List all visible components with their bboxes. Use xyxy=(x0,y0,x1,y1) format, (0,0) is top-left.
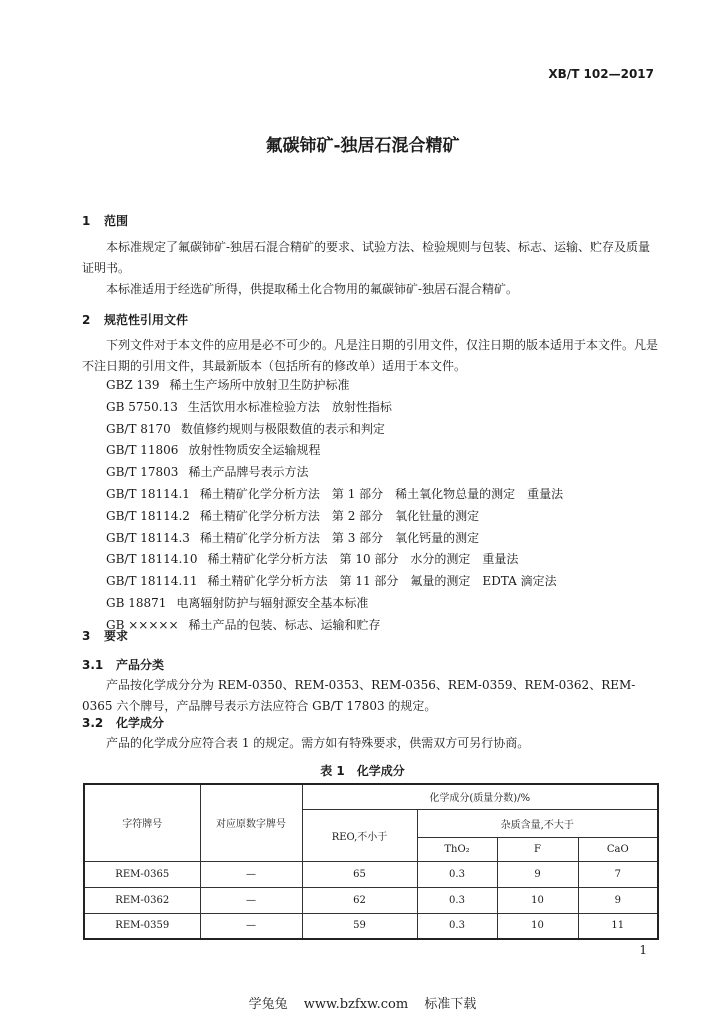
header-f: F xyxy=(497,837,578,861)
paragraph: 本标准规定了氟碳铈矿-独居石混合精矿的要求、试验方法、检验规则与包装、标志、运输、贮存及质量证明书。 xyxy=(82,240,651,275)
cell-reo: 65 xyxy=(302,861,417,887)
reference-item xyxy=(106,528,563,550)
cell-tho2: 0.3 xyxy=(417,913,497,939)
cell-grade: REM-0365 xyxy=(84,861,200,887)
reference-title: 稀土精矿化学分析方法 第 1 部分 稀土氧化物总量的测定 重量法 xyxy=(199,486,564,501)
subsection-3-1-heading xyxy=(82,656,164,673)
cell-numeric: — xyxy=(200,861,302,887)
reference-code: GB/T 11806 xyxy=(106,443,179,458)
reference-code: GB/T 18114.10 xyxy=(106,552,198,567)
reference-item xyxy=(106,571,563,593)
reference-code: GB ××××× xyxy=(106,617,179,632)
reference-code: GB 5750.13 xyxy=(106,399,178,414)
reference-title: 稀土精矿化学分析方法 第 10 部分 水分的测定 重量法 xyxy=(207,552,519,567)
reference-code: GB/T 18114.11 xyxy=(106,574,198,589)
reference-title: 放射性物质安全运输规程 xyxy=(188,443,321,458)
footer-url[interactable]: www.bzfxw.com xyxy=(303,997,409,1012)
section-2-body xyxy=(82,335,658,377)
header-impurity: 杂质含量,不大于 xyxy=(417,809,658,837)
section-number: 1 xyxy=(82,214,91,228)
cell-numeric: — xyxy=(200,887,302,913)
cell-cao: 9 xyxy=(578,887,658,913)
reference-item xyxy=(106,615,563,637)
footer-site-name: 学兔兔 xyxy=(248,997,288,1012)
subsection-3-2-body xyxy=(82,733,658,754)
page-number: 1 xyxy=(639,943,647,957)
cell-f: 10 xyxy=(497,887,578,913)
reference-item xyxy=(106,462,563,484)
cell-reo: 62 xyxy=(302,887,417,913)
reference-code: GB/T 18114.1 xyxy=(106,486,190,501)
reference-title: 稀土生产场所中放射卫生防护标准 xyxy=(169,378,350,392)
cell-grade: REM-0359 xyxy=(84,913,200,939)
reference-title: 稀土产品牌号表示方法 xyxy=(188,465,309,480)
reference-title: 生活饮用水标准检验方法 放射性指标 xyxy=(187,399,392,414)
table-row xyxy=(84,913,658,939)
reference-item xyxy=(106,484,563,506)
cell-cao: 11 xyxy=(578,913,658,939)
document-title: 氟碳铈矿-独居石混合精矿 xyxy=(265,136,460,156)
subsection-title: 产品分类 xyxy=(116,658,165,672)
section-1-body xyxy=(82,237,658,300)
section-title: 要求 xyxy=(104,629,129,643)
paragraph: 产品的化学成分应符合表 1 的规定。需方如有特殊要求，供需双方可另行协商。 xyxy=(106,736,530,750)
section-title: 范围 xyxy=(104,214,129,228)
section-number: 2 xyxy=(82,313,91,327)
header-reo: REO,不小于 xyxy=(302,809,417,861)
reference-code: GB 18871 xyxy=(106,595,167,610)
subsection-number: 3.2 xyxy=(82,716,104,730)
reference-item xyxy=(106,593,563,615)
reference-item xyxy=(106,419,563,441)
section-3-heading xyxy=(82,627,128,644)
reference-title: 稀土精矿化学分析方法 第 11 部分 氟量的测定 EDTA 滴定法 xyxy=(207,574,557,589)
paragraph: 下列文件对于本文件的应用是必不可少的。凡是注日期的引用文件，仅注日期的版本适用于本文件。凡是不注日期的引用文件，其最新版本（包括所有的修改单）适用于本文件。 xyxy=(82,338,659,373)
subsection-3-2-heading xyxy=(82,714,164,731)
reference-code: GB/T 18114.2 xyxy=(106,508,190,523)
header-cao: CaO xyxy=(578,837,658,861)
cell-tho2: 0.3 xyxy=(417,861,497,887)
cell-reo: 59 xyxy=(302,913,417,939)
reference-title: 稀土精矿化学分析方法 第 2 部分 氧化钍量的测定 xyxy=(199,508,480,523)
standard-code: XB/T 102—2017 xyxy=(548,67,654,81)
cell-numeric: — xyxy=(200,913,302,939)
reference-list xyxy=(106,375,563,637)
reference-title: 稀土精矿化学分析方法 第 3 部分 氧化钙量的测定 xyxy=(199,530,480,545)
header-tho2: ThO₂ xyxy=(417,837,497,861)
cell-f: 9 xyxy=(497,861,578,887)
cell-cao: 7 xyxy=(578,861,658,887)
watermark-footer xyxy=(0,993,725,1012)
section-1-heading xyxy=(82,212,128,229)
reference-title: 数值修约规则与极限数值的表示和判定 xyxy=(180,421,385,436)
cell-grade: REM-0362 xyxy=(84,887,200,913)
table-caption: 表 1 化学成分 xyxy=(320,764,405,778)
reference-item xyxy=(106,397,563,419)
reference-code: GB/T 17803 xyxy=(106,465,179,480)
reference-title: 电离辐射防护与辐射源安全基本标准 xyxy=(176,595,369,610)
header-composition: 化学成分(质量分数)/% xyxy=(302,784,658,809)
section-title: 规范性引用文件 xyxy=(104,313,189,327)
cell-f: 10 xyxy=(497,913,578,939)
table-row xyxy=(84,861,658,887)
table-row xyxy=(84,887,658,913)
section-number: 3 xyxy=(82,629,91,643)
reference-item xyxy=(106,440,563,462)
reference-item xyxy=(106,549,563,571)
reference-item xyxy=(106,506,563,528)
paragraph: 产品按化学成分分为 REM-0350、REM-0353、REM-0356、REM-0359、REM-0362、REM-0365 六个牌号，产品牌号表示方法应符合 GB/T 17803 的规定。 xyxy=(82,678,636,713)
header-numeric-grade: 对应原数字牌号 xyxy=(200,784,302,861)
reference-item xyxy=(106,375,563,397)
reference-code: GB/T 8170 xyxy=(106,421,171,436)
reference-code: GB/T 18114.3 xyxy=(106,530,190,545)
paragraph: 本标准适用于经选矿所得，供提取稀土化合物用的氟碳铈矿-独居石混合精矿。 xyxy=(106,282,519,296)
reference-title: 稀土产品的包装、标志、运输和贮存 xyxy=(188,617,381,632)
cell-tho2: 0.3 xyxy=(417,887,497,913)
subsection-3-1-body xyxy=(82,675,658,717)
reference-code: GBZ 139 xyxy=(106,378,160,392)
chemical-composition-table xyxy=(83,783,659,940)
section-2-heading xyxy=(82,311,188,328)
footer-tagline: 标准下载 xyxy=(424,997,477,1012)
header-grade: 字符牌号 xyxy=(84,784,200,861)
subsection-title: 化学成分 xyxy=(116,716,165,730)
subsection-number: 3.1 xyxy=(82,658,104,672)
